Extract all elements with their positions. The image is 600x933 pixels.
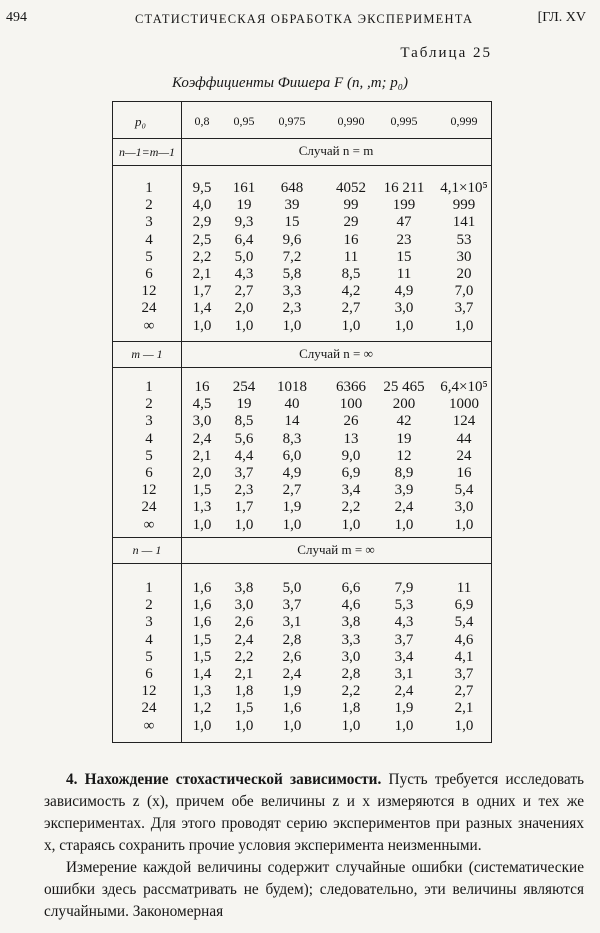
row-degree: 6: [145, 666, 153, 682]
table-cell: 6,9: [454, 597, 474, 614]
table-cell: 2,1: [234, 666, 254, 682]
table-cell: 13: [343, 430, 359, 447]
table-row: [113, 597, 491, 614]
row-degree: 12: [141, 283, 157, 300]
table-cell: 11: [456, 580, 472, 596]
table-label: Таблица 25: [400, 45, 492, 61]
table-cell: 2,2: [341, 499, 361, 516]
table-cell: 4,1: [454, 648, 474, 665]
table-row: [113, 632, 491, 649]
table-cell: 53: [456, 231, 472, 248]
table-cell: 100: [339, 396, 363, 413]
table-row: [113, 614, 491, 631]
table-cell: 7,0: [454, 283, 474, 300]
table-cell: 2,9: [192, 214, 212, 231]
table-cell: 2,8: [282, 631, 302, 648]
table-cell: 3,1: [394, 666, 414, 682]
table-cell: 8,9: [394, 465, 414, 481]
row-degree: 3: [145, 614, 153, 631]
table-cell: 3,0: [192, 413, 212, 430]
table-cell: 3,4: [341, 482, 361, 499]
section-heading: 4. Нахождение стохастической зависимости.: [66, 771, 382, 788]
table-cell: 7,2: [282, 248, 302, 265]
row-degree: 5: [145, 648, 153, 665]
table-cell: 19: [236, 396, 252, 413]
table-rule: [113, 101, 491, 102]
table-cell: 1,0: [394, 717, 414, 734]
table-cell: 124: [452, 413, 476, 430]
table-cell: 1,5: [192, 482, 212, 499]
table-cell: 1,0: [192, 317, 212, 334]
row-degree: 3: [145, 214, 153, 231]
table-cell: 1,0: [341, 516, 361, 533]
table-cell: 23: [396, 231, 412, 248]
table-cell: 6,6: [341, 580, 361, 596]
table-cell: 11: [396, 266, 412, 282]
table-cell: 12: [396, 447, 412, 464]
table-cell: 1,0: [394, 516, 414, 533]
table-row: [113, 413, 491, 430]
table-cell: 42: [396, 413, 412, 430]
table-cell: 9,0: [341, 447, 361, 464]
table-cell: 44: [456, 430, 472, 447]
table-row: [113, 180, 491, 197]
section-left-label: n — 1: [132, 543, 162, 557]
table-cell: 6,9: [341, 465, 361, 481]
table-cell: 3,3: [341, 631, 361, 648]
table-cell: 4,6: [341, 597, 361, 614]
row-degree: 1: [145, 379, 153, 395]
table-cell: 3,0: [341, 648, 361, 665]
table-cell: 1,0: [282, 317, 302, 334]
table-cell: 2,2: [341, 683, 361, 700]
table-cell: 3,7: [282, 597, 302, 614]
table-cell: 9,6: [282, 231, 302, 248]
table-rule: [113, 742, 491, 743]
table-cell: 2,6: [282, 648, 302, 665]
table-cell: 4,9: [282, 465, 302, 481]
table-cell: 1,6: [192, 597, 212, 614]
table-cell: 4,5: [192, 396, 212, 413]
p-value: 0,990: [337, 114, 365, 128]
table-cell: 254: [232, 379, 256, 395]
row-degree: 6: [145, 465, 153, 481]
row-degree: ∞: [143, 516, 155, 533]
table-cell: 2,0: [234, 300, 254, 317]
table-cell: 15: [284, 214, 300, 231]
table-cell: 1018: [277, 379, 307, 395]
table-cell: 5,0: [234, 248, 254, 265]
table-rule: [113, 165, 491, 166]
table-cell: 1,6: [192, 580, 212, 596]
table-cell: 1,0: [454, 516, 474, 533]
table-cell: 19: [396, 430, 412, 447]
table-cell: 8,5: [341, 266, 361, 282]
table-cell: 1,4: [192, 666, 212, 682]
table-cell: 5,4: [454, 482, 474, 499]
table-cell: 2,5: [192, 231, 212, 248]
fisher-table: [112, 101, 492, 743]
table-cell: 47: [396, 214, 412, 231]
table-cell: 8,3: [282, 430, 302, 447]
table-cell: 1000: [449, 396, 479, 413]
table-cell: 200: [392, 396, 416, 413]
table-cell: 3,4: [394, 648, 414, 665]
table-cell: 1,0: [234, 516, 254, 533]
row-degree: 5: [145, 248, 153, 265]
table-cell: 1,9: [394, 700, 414, 717]
table-row: [113, 482, 491, 499]
section-left-label: n—1=m—1: [118, 145, 176, 159]
table-rule: [113, 138, 491, 139]
row-degree: 1: [145, 180, 153, 196]
table-cell: 2,4: [394, 499, 414, 516]
row-degree: 24: [141, 300, 157, 317]
table-row: [113, 197, 491, 214]
table-cell: 4052: [336, 180, 366, 196]
table-cell: 4,3: [234, 266, 254, 282]
row-degree: ∞: [143, 317, 155, 334]
table-cell: 1,6: [192, 614, 212, 631]
table-row: [113, 465, 491, 482]
table-cell: 1,7: [192, 283, 212, 300]
table-cell: 1,0: [282, 516, 302, 533]
table-cell: 3,0: [454, 499, 474, 516]
table-cell: 4,9: [394, 283, 414, 300]
table-cell: 3,0: [394, 300, 414, 317]
table-cell: 3,8: [234, 580, 254, 596]
table-cell: 6,0: [282, 447, 302, 464]
row-degree: 2: [145, 197, 153, 214]
table-row: [113, 517, 491, 534]
row-degree: 12: [141, 482, 157, 499]
table-cell: 6,4: [234, 231, 254, 248]
table-cell: 4,4: [234, 447, 254, 464]
row-degree: 3: [145, 413, 153, 430]
table-cell: 4,3: [394, 614, 414, 631]
table-cell: 1,0: [454, 717, 474, 734]
table-row: [113, 318, 491, 335]
section-case-label: Случай m = ∞: [297, 542, 375, 557]
table-cell: 1,9: [282, 499, 302, 516]
table-cell: 5,0: [282, 580, 302, 596]
table-cell: 9,5: [192, 180, 212, 196]
table-rule: [113, 537, 491, 538]
table-cell: 1,0: [234, 717, 254, 734]
table-caption: Коэффициенты Фишера F (n, ,m; p₀): [172, 75, 408, 91]
table-cell: 3,9: [394, 482, 414, 499]
table-cell: 3,8: [341, 614, 361, 631]
table-cell: 4,6: [454, 631, 474, 648]
table-cell: 161: [232, 180, 256, 196]
table-cell: 3,7: [394, 631, 414, 648]
table-row: [113, 266, 491, 283]
table-cell: 1,0: [341, 317, 361, 334]
table-cell: 1,2: [192, 700, 212, 717]
running-title: СТАТИСТИЧЕСКАЯ ОБРАБОТКА ЭКСПЕРИМЕНТА: [135, 12, 474, 26]
paragraph: [44, 769, 584, 857]
table-cell: 2,3: [282, 300, 302, 317]
table-row: [113, 649, 491, 666]
table-cell: 6,4×10⁵: [440, 379, 488, 395]
section-left-label: m — 1: [131, 347, 163, 361]
table-rule: [113, 563, 491, 564]
table-cell: 3,0: [234, 597, 254, 614]
table-cell: 1,8: [341, 700, 361, 717]
table-row: [113, 448, 491, 465]
table-cell: 1,5: [234, 700, 254, 717]
table-row: [113, 666, 491, 683]
table-row: [113, 232, 491, 249]
table-row: [113, 249, 491, 266]
table-cell: 4,2: [341, 283, 361, 300]
table-cell: 1,0: [282, 717, 302, 734]
table-cell: 1,5: [192, 631, 212, 648]
table-row: [113, 396, 491, 413]
table-cell: 2,1: [192, 266, 212, 282]
table-cell: 2,4: [282, 666, 302, 682]
table-row: [113, 580, 491, 597]
table-cell: 26: [343, 413, 359, 430]
table-cell: 1,0: [454, 317, 474, 334]
table-cell: 1,0: [394, 317, 414, 334]
table-cell: 1,3: [192, 683, 212, 700]
table-cell: 2,6: [234, 614, 254, 631]
table-cell: 24: [456, 447, 472, 464]
table-cell: 648: [280, 180, 304, 196]
table-cell: 1,5: [192, 648, 212, 665]
table-cell: 2,7: [282, 482, 302, 499]
table-cell: 3,7: [454, 666, 474, 682]
table-cell: 30: [456, 248, 472, 265]
row-degree: 4: [145, 430, 153, 447]
table-cell: 2,2: [192, 248, 212, 265]
table-row: [113, 379, 491, 396]
p-value: 0,995: [390, 114, 418, 128]
table-cell: 1,9: [282, 683, 302, 700]
row-degree: 2: [145, 396, 153, 413]
table-cell: 7,9: [394, 580, 414, 596]
table-cell: 2,7: [341, 300, 361, 317]
p-value: 0,95: [233, 114, 255, 128]
row-degree: 4: [145, 631, 153, 648]
table-rule: [113, 367, 491, 368]
table-cell: 3,7: [454, 300, 474, 317]
page-number: 494: [6, 10, 27, 25]
table-cell: 1,8: [234, 683, 254, 700]
table-cell: 40: [284, 396, 300, 413]
table-cell: 3,3: [282, 283, 302, 300]
table-row: [113, 700, 491, 717]
row-degree: 24: [141, 700, 157, 717]
table-row: [113, 499, 491, 516]
table-cell: 5,3: [394, 597, 414, 614]
table-cell: 5,4: [454, 614, 474, 631]
table-cell: 16 211: [383, 180, 425, 196]
table-rule: [113, 341, 491, 342]
chapter-label: [ГЛ. XV: [537, 10, 586, 25]
table-cell: 2,7: [454, 683, 474, 700]
row-degree: 24: [141, 499, 157, 516]
table-cell: 2,4: [394, 683, 414, 700]
table-cell: 25 465: [383, 379, 425, 395]
table-cell: 999: [452, 197, 476, 214]
table-cell: 1,0: [234, 317, 254, 334]
p-header: p₀: [135, 114, 147, 129]
table-cell: 9,3: [234, 214, 254, 231]
table-cell: 16: [456, 465, 472, 481]
p-value: 0,999: [450, 114, 478, 128]
table-cell: 4,1×10⁵: [440, 180, 488, 196]
row-degree: 1: [145, 580, 153, 596]
table-cell: 2,1: [454, 700, 474, 717]
table-cell: 16: [194, 379, 210, 395]
section-case-label: Случай n = m: [298, 143, 374, 158]
row-degree: 2: [145, 597, 153, 614]
table-cell: 1,4: [192, 300, 212, 317]
table-cell: 3,7: [234, 465, 254, 481]
table-row: [113, 300, 491, 317]
table-row: [113, 683, 491, 700]
table-cell: 20: [456, 266, 472, 282]
body-text: [44, 769, 584, 923]
table-cell: 8,5: [234, 413, 254, 430]
table-cell: 15: [396, 248, 412, 265]
table-cell: 141: [452, 214, 476, 231]
table-cell: 1,0: [192, 516, 212, 533]
row-degree: ∞: [143, 717, 155, 734]
table-cell: 39: [284, 197, 300, 214]
table-row: [113, 214, 491, 231]
column-rule: [181, 101, 182, 138]
table-cell: 199: [392, 197, 416, 214]
table-cell: 1,6: [282, 700, 302, 717]
p-value: 0,8: [194, 114, 210, 128]
table-cell: 5,8: [282, 266, 302, 282]
row-degree: 4: [145, 231, 153, 248]
table-cell: 14: [284, 413, 300, 430]
table-cell: 1,0: [192, 717, 212, 734]
table-cell: 2,8: [341, 666, 361, 682]
table-cell: 1,7: [234, 499, 254, 516]
table-cell: 1,3: [192, 499, 212, 516]
table-cell: 1,0: [341, 717, 361, 734]
table-row: [113, 718, 491, 735]
table-cell: 2,4: [192, 430, 212, 447]
table-cell: 2,0: [192, 465, 212, 481]
table-cell: 2,3: [234, 482, 254, 499]
table-cell: 2,4: [234, 631, 254, 648]
row-degree: 6: [145, 266, 153, 282]
paragraph: Измерение каждой величины содержит случайные ошибки (систематические ошибки здесь рассматривать не будем); следовательно, эти величины являются случайными. Закономерная: [44, 859, 584, 920]
table-cell: 11: [343, 248, 359, 265]
table-row: [113, 283, 491, 300]
table-cell: 99: [343, 197, 359, 214]
section-case-label: Случай n = ∞: [299, 346, 373, 361]
table-cell: 2,2: [234, 648, 254, 665]
p-value: 0,975: [278, 114, 306, 128]
table-cell: 5,6: [234, 430, 254, 447]
table-row: [113, 431, 491, 448]
table-cell: 16: [343, 231, 359, 248]
table-cell: 6366: [336, 379, 366, 395]
table-cell: 29: [343, 214, 359, 231]
row-degree: 5: [145, 447, 153, 464]
table-cell: 19: [236, 197, 252, 214]
table-cell: 3,1: [282, 614, 302, 631]
row-degree: 12: [141, 683, 157, 700]
table-cell: 2,7: [234, 283, 254, 300]
table-cell: 4,0: [192, 197, 212, 214]
table-cell: 2,1: [192, 447, 212, 464]
paragraph-text: Пусть требуется исследовать зависимость z (x), причем обе величины z и x измеряются в одних и тех же экспериментах. Для этого проводят серию экспериментов при разных значениях x, стараясь сохранить прочие условия эксперимента неизменными.: [44, 771, 584, 854]
